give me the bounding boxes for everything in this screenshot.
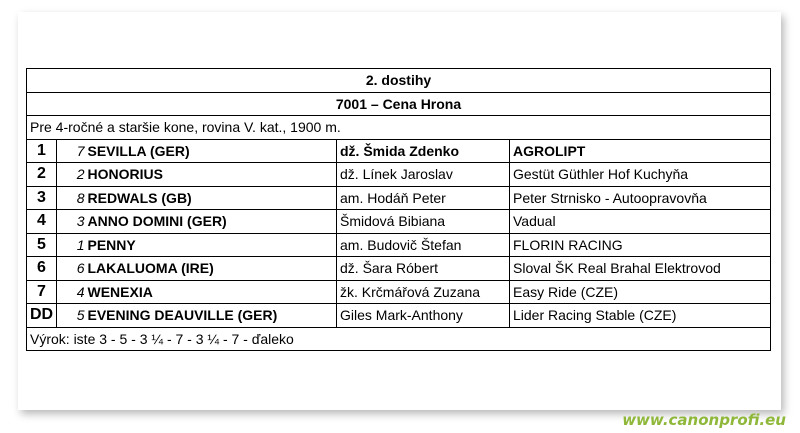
race-result-line: Výrok: iste 3 - 5 - 3 ¼ - 7 - 3 ¼ - 7 - ďaleko — [27, 327, 771, 351]
race-heading: 2. dostihy — [27, 69, 771, 93]
place: DD — [27, 304, 57, 328]
result-row — [27, 163, 771, 187]
start-number: 7 — [57, 139, 87, 163]
jockey: am. Budovič Štefan — [337, 233, 510, 257]
place: 3 — [27, 186, 57, 210]
place: 5 — [27, 233, 57, 257]
start-number: 4 — [57, 280, 87, 304]
owner: Gestüt Güthler Hof Kuchyňa — [510, 163, 771, 187]
race-name: 7001 – Cena Hrona — [27, 92, 771, 116]
owner: Vadual — [510, 210, 771, 234]
horse-name: ANNO DOMINI (GER) — [87, 210, 337, 234]
horse-name: REDWALS (GB) — [87, 186, 337, 210]
start-number: 2 — [57, 163, 87, 187]
result-row — [27, 233, 771, 257]
result-row — [27, 304, 771, 328]
race-results-table — [26, 68, 771, 351]
start-number: 3 — [57, 210, 87, 234]
jockey: am. Hodáň Peter — [337, 186, 510, 210]
horse-name: EVENING DEAUVILLE (GER) — [87, 304, 337, 328]
start-number: 6 — [57, 257, 87, 281]
start-number: 8 — [57, 186, 87, 210]
jockey: Šmidová Bibiana — [337, 210, 510, 234]
race-conditions: Pre 4-ročné a staršie kone, rovina V. kat., 1900 m. — [27, 116, 771, 140]
jockey: žk. Krčmářová Zuzana — [337, 280, 510, 304]
owner: Sloval ŠK Real Brahal Elektrovod — [510, 257, 771, 281]
jockey: dž. Šara Róbert — [337, 257, 510, 281]
start-number: 1 — [57, 233, 87, 257]
horse-name: SEVILLA (GER) — [87, 139, 337, 163]
horse-name: PENNY — [87, 233, 337, 257]
place: 4 — [27, 210, 57, 234]
jockey: dž. Šmida Zdenko — [337, 139, 510, 163]
horse-name: WENEXIA — [87, 280, 337, 304]
place: 2 — [27, 163, 57, 187]
owner: Lider Racing Stable (CZE) — [510, 304, 771, 328]
race-result-line-row — [27, 327, 771, 351]
place: 6 — [27, 257, 57, 281]
owner: AGROLIPT — [510, 139, 771, 163]
result-row — [27, 139, 771, 163]
horse-name: LAKALUOMA (IRE) — [87, 257, 337, 281]
result-row — [27, 210, 771, 234]
jockey: dž. Línek Jaroslav — [337, 163, 510, 187]
race-conditions-row — [27, 116, 771, 140]
owner: Easy Ride (CZE) — [510, 280, 771, 304]
race-name-row — [27, 92, 771, 116]
place: 1 — [27, 139, 57, 163]
horse-name: HONORIUS — [87, 163, 337, 187]
result-row — [27, 186, 771, 210]
start-number: 5 — [57, 304, 87, 328]
result-row — [27, 280, 771, 304]
race-heading-row — [27, 69, 771, 93]
document-frame — [18, 12, 781, 410]
place: 7 — [27, 280, 57, 304]
owner: Peter Strnisko - Autoopravovňa — [510, 186, 771, 210]
jockey: Giles Mark-Anthony — [337, 304, 510, 328]
owner: FLORIN RACING — [510, 233, 771, 257]
watermark: www.canonprofi.eu — [622, 411, 786, 429]
result-row — [27, 257, 771, 281]
